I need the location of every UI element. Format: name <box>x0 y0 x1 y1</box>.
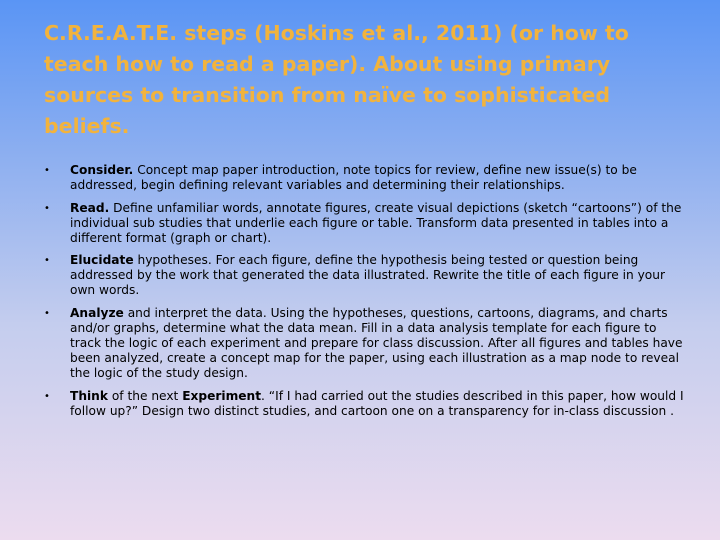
bullet-dot-icon: • <box>44 165 50 176</box>
bullet-lead-secondary: Experiment <box>182 388 262 403</box>
bullet-dot-icon: • <box>44 255 50 267</box>
bullet-text: hypotheses. For each figure, define the hypothesis being tested or question being addressed by the work that generated the data illustrated. Rewrite the title of each figure in your own words. <box>70 253 665 298</box>
slide-title: C.R.E.A.T.E. steps (Hoskins et al., 2011) (or how to teach how to read a paper). About using primary sources to transition from naïve to sophisticated beliefs. <box>44 21 629 138</box>
bullet-text: of the next <box>107 388 183 403</box>
bullet-text: Define unfamiliar words, annotate figures, create visual depictions (sketch “cartoons”) of the individual sub studies that underlie each figure or table. Transform data presented in tables into a different format (graph or chart). <box>70 200 682 245</box>
bullet-lead: Consider. <box>70 163 134 177</box>
bullet-lead: Think <box>70 388 108 403</box>
bullet-analyze <box>44 306 684 381</box>
bullet-read <box>44 201 684 246</box>
bullet-list <box>44 163 684 426</box>
bullet-dot-icon: • <box>44 390 50 402</box>
bullet-consider <box>44 163 684 193</box>
bullet-text: and interpret the data. Using the hypotheses, questions, cartoons, diagrams, and charts and/or graphs, determine what the data mean. Fill in a data analysis template for each figure to track the logic of each experiment and prepare for class discussion. After all figures and tables have been analyzed, create a concept map for the paper, using each illustration as a map node to reveal the logic of the study design. <box>70 306 683 381</box>
bullet-elucidate <box>44 253 684 298</box>
bullet-lead: Read. <box>70 200 110 215</box>
bullet-think <box>44 389 684 419</box>
bullet-lead: Elucidate <box>70 253 134 268</box>
bullet-text: Concept map paper introduction, note topics for review, define new issue(s) to be addressed, begin defining relevant variables and determining their relationships. <box>70 163 637 192</box>
bullet-lead: Analyze <box>70 306 124 321</box>
bullet-text-secondary: . “If I had carried out the studies described in this paper, how would I follow up?” Design two distinct studies, and cartoon one on a transparency for in-class discussion . <box>70 388 684 418</box>
bullet-dot-icon: • <box>44 308 50 320</box>
bullet-dot-icon: • <box>44 202 50 214</box>
